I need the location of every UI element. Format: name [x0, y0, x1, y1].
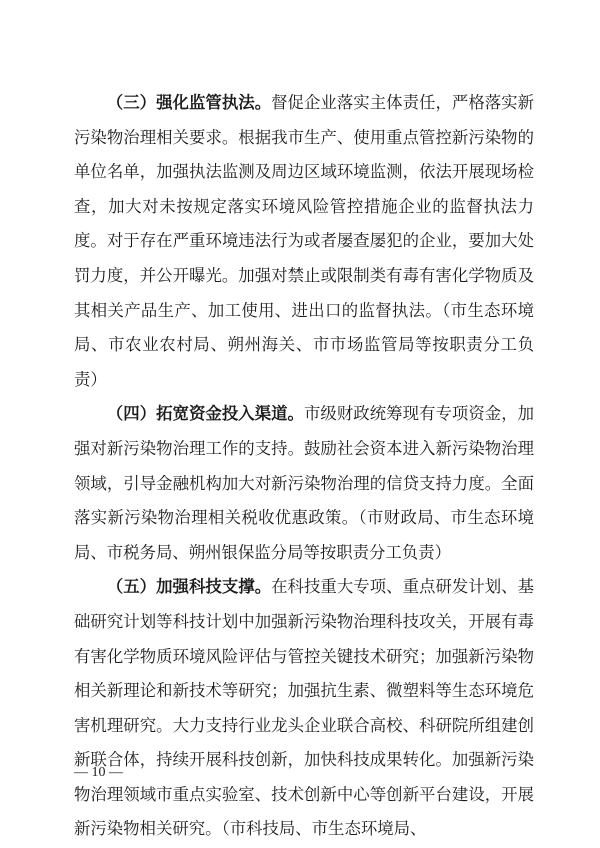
heading-technology: （五）加强科技支撑。	[106, 577, 272, 597]
paragraph-technology-body: 在科技重大专项、重点研发计划、基础研究计划等科技计划中加强新污染物治理科技攻关，开展有毒有害化学物质环境风险评估与管控关键技术研究；加强新污染物相关新理论和新技术等研究；加强抗生素、微塑料等生态环境危害机理研究。大力支持行业龙头企业联合高校、科研院所组建创新联合体，持续开展科技创新，加快科技成果转化。加强新污染物治理领域市重点实验室、技术创新中心等创新平台建设，开展新污染物相关研究。（市科技局、市生态环境局、	[74, 577, 535, 839]
paragraph-supervision	[74, 86, 534, 397]
heading-supervision: （三）强化监管执法。	[106, 93, 272, 112]
paragraph-technology	[74, 570, 534, 847]
paragraph-supervision-body: 督促企业落实主体责任，严格落实新污染物治理相关要求。根据我市生产、使用重点管控新污染物的单位名单，加强执法监测及周边区域环境监测，依法开展现场检查，加大对未按规定落实环境风险管控措施企业的监督执法力度。对于存在严重环境违法行为或者屡查屡犯的企业，要加大处罚力度，并公开曝光。加强对禁止或限制类有毒有害化学物质及其相关产品生产、加工使用、进出口的监督执法。（市生态环境局、市农业农村局、朔州海关、市市场监管局等按职责分工负责）	[74, 93, 535, 389]
page-number: — 10 —	[74, 765, 123, 780]
heading-funding: （四）拓宽资金投入渠道。	[106, 404, 304, 424]
paragraph-funding	[74, 397, 534, 570]
body-text	[74, 86, 534, 847]
paragraph-funding-body: 市级财政统筹现有专项资金，加强对新污染物治理工作的支持。鼓励社会资本进入新污染物治理领域，引导金融机构加大对新污染物治理的信贷支持力度。全面落实新污染物治理相关税收优惠政策。（市财政局、市生态环境局、市税务局、朔州银保监分局等按职责分工负责）	[74, 404, 535, 562]
